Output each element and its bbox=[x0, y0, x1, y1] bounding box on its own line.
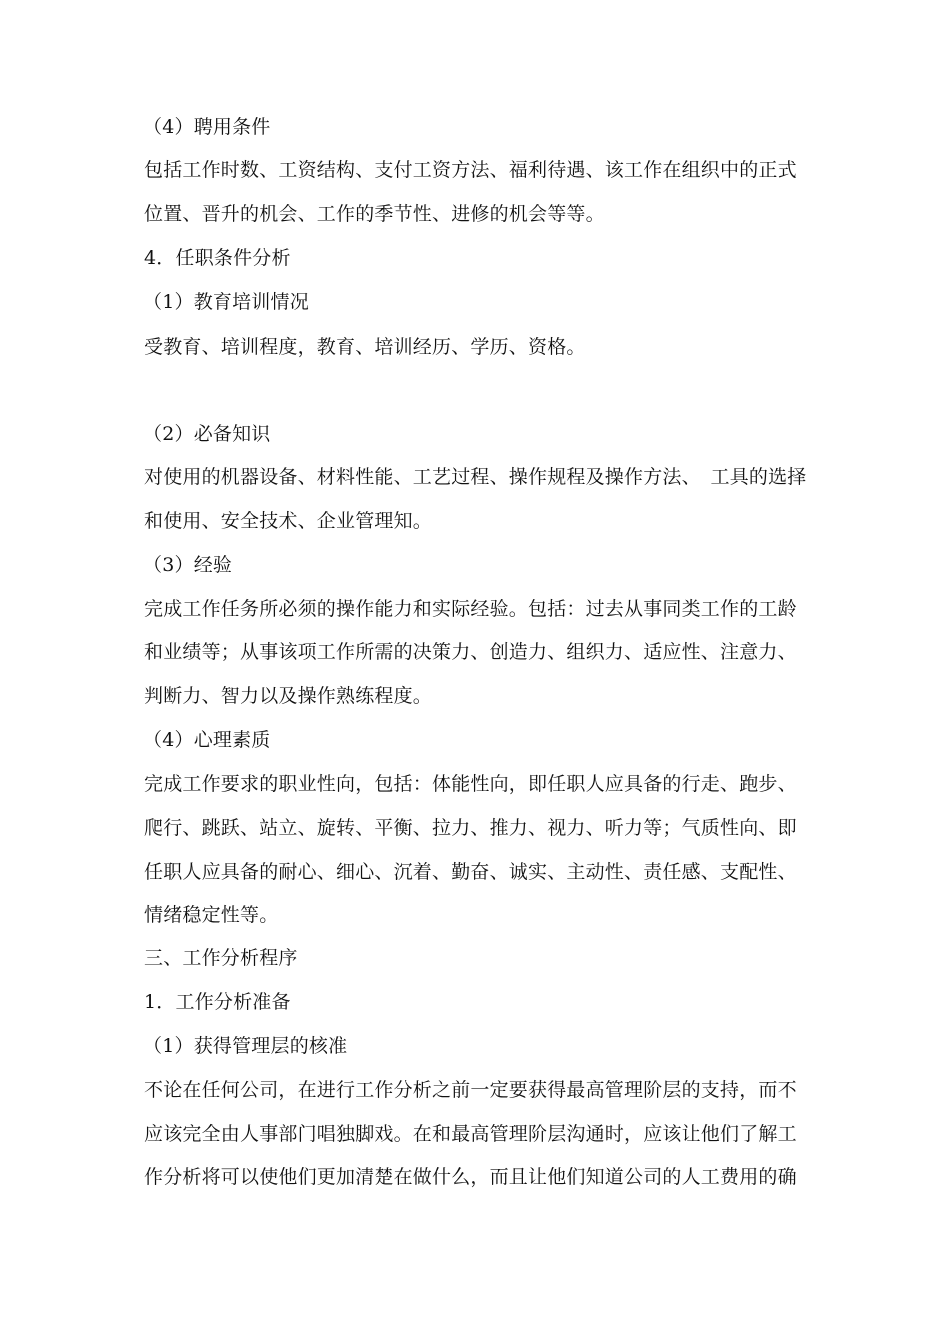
paragraph-line: 受教育、培训程度，教育、培训经历、学历、资格。 bbox=[144, 336, 586, 358]
section-heading-experience: （3）经验 bbox=[143, 554, 233, 576]
section-heading-required-knowledge: （2）必备知识 bbox=[143, 423, 271, 445]
section-heading-job-analysis-procedure: 三、工作分析程序 bbox=[144, 947, 298, 969]
paragraph-line: 完成工作要求的职业性向，包括：体能性向，即任职人应具备的行走、跑步、 bbox=[144, 773, 797, 795]
paragraph-line: 包括工作时数、工资结构、支付工资方法、福利待遇、该工作在组织中的正式 bbox=[144, 159, 797, 181]
paragraph-line: 情绪稳定性等。 bbox=[144, 904, 279, 926]
paragraph-line: 应该完全由人事部门唱独脚戏。在和最高管理阶层沟通时，应该让他们了解工 bbox=[144, 1123, 797, 1145]
paragraph-line: 和使用、安全技术、企业管理知。 bbox=[144, 510, 433, 532]
paragraph-line: 作分析将可以使他们更加清楚在做什么，而且让他们知道公司的人工费用的确 bbox=[144, 1166, 797, 1188]
paragraph-line: 判断力、智力以及操作熟练程度。 bbox=[144, 685, 433, 707]
section-heading-psychological-quality: （4）心理素质 bbox=[143, 729, 271, 751]
paragraph-line: 和业绩等；从事该项工作所需的决策力、创造力、组织力、适应性、注意力、 bbox=[144, 641, 797, 663]
paragraph-line: 不论在任何公司，在进行工作分析之前一定要获得最高管理阶层的支持，而不 bbox=[144, 1079, 797, 1101]
paragraph-line: 对使用的机器设备、材料性能、工艺过程、操作规程及操作方法、 工具的选择 bbox=[144, 466, 807, 488]
paragraph-line: 完成工作任务所必须的操作能力和实际经验。包括：过去从事同类工作的工龄 bbox=[144, 598, 797, 620]
paragraph-line: 爬行、跳跃、站立、旋转、平衡、拉力、推力、视力、听力等；气质性向、即 bbox=[144, 817, 797, 839]
section-heading-job-analysis-preparation: 1．工作分析准备 bbox=[144, 991, 291, 1013]
section-heading-employment-conditions: （4）聘用条件 bbox=[143, 116, 271, 138]
paragraph-line: 位置、晋升的机会、工作的季节性、进修的机会等等。 bbox=[144, 203, 605, 225]
section-heading-management-approval: （1）获得管理层的核准 bbox=[143, 1035, 348, 1057]
section-heading-qualification-analysis: 4．任职条件分析 bbox=[144, 247, 291, 269]
paragraph-line: 任职人应具备的耐心、细心、沉着、勤奋、诚实、主动性、责任感、支配性、 bbox=[144, 861, 797, 883]
section-heading-education-training: （1）教育培训情况 bbox=[143, 291, 309, 313]
